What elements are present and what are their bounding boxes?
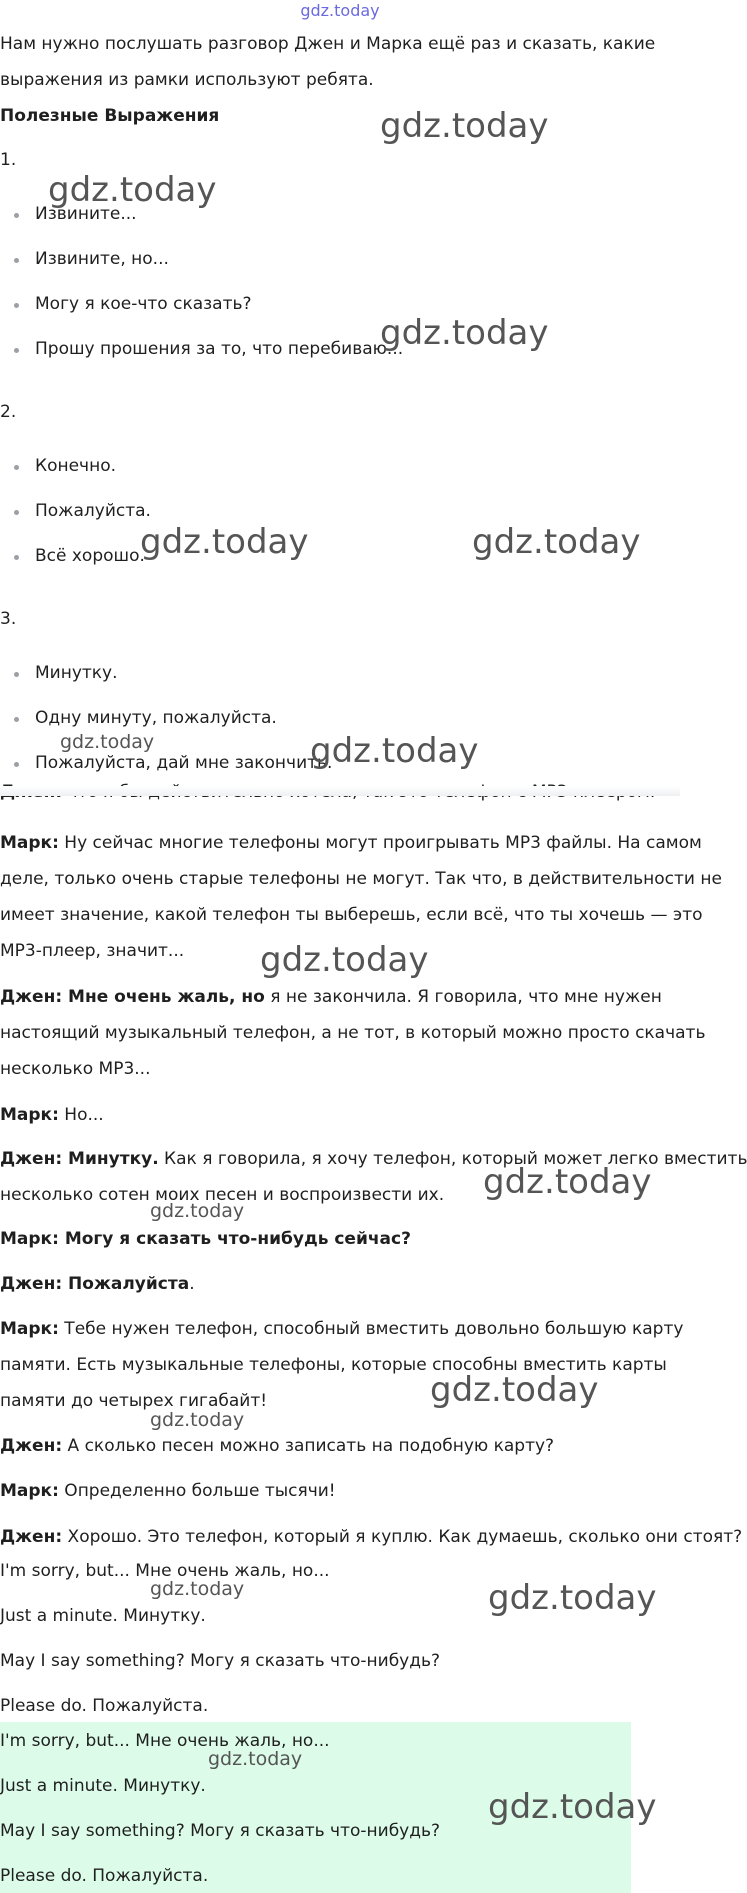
dialogue-jen-2-cont: несколько сотен моих песен и воспроизвести их.	[0, 1185, 445, 1205]
list-item: Извините...	[35, 204, 137, 224]
watermark: gdz.today	[380, 313, 549, 353]
dialogue-jen-4: Джен: А сколько песен можно записать на подобную карту?	[0, 1436, 555, 1456]
dialogue-mark-2: Марк: Но...	[0, 1105, 104, 1125]
dialogue-mark-4-cont: памяти. Есть музыкальные телефоны, которые способны вместить карты	[0, 1355, 667, 1375]
bullet-icon	[14, 717, 19, 722]
phrase-line: May I say something? Могу я сказать что-нибудь?	[0, 1651, 441, 1671]
watermark: gdz.today	[430, 1370, 599, 1410]
watermark: gdz.today	[208, 1748, 303, 1770]
answer-line: Please do. Пожалуйста.	[0, 1866, 209, 1886]
dialogue-mark-4: Марк: Тебе нужен телефон, способный вместить довольно большую карту	[0, 1319, 684, 1339]
bullet-icon	[14, 555, 19, 560]
watermark: gdz.today	[150, 1409, 245, 1431]
phrase-line: Just a minute. Минутку.	[0, 1606, 206, 1626]
dialogue-jen-1-cont: несколько MP3...	[0, 1059, 151, 1079]
dialogue-mark-5: Марк: Определенно больше тысячи!	[0, 1481, 336, 1501]
dialogue-mark-1-cont: имеет значение, какой телефон ты выберешь, если всё, что ты хочешь — это	[0, 905, 703, 925]
bullet-icon	[14, 303, 19, 308]
list-item: Одну минуту, пожалуйста.	[35, 708, 277, 728]
watermark: gdz.today	[483, 1162, 652, 1202]
watermark: gdz.today	[48, 170, 217, 210]
answer-line: May I say something? Могу я сказать что-нибудь?	[0, 1821, 441, 1841]
list-item: Извините, но...	[35, 249, 169, 269]
dialogue-mark-3: Марк: Могу я сказать что-нибудь сейчас?	[0, 1229, 411, 1249]
list-item: Прошу прошения за то, что перебиваю...	[35, 339, 404, 359]
bullet-icon	[14, 348, 19, 353]
watermark: gdz.today	[380, 106, 549, 146]
dialogue-mark-1-cont: MP3-плеер, значит...	[0, 941, 185, 961]
watermark: gdz.today	[310, 731, 479, 771]
watermark: gdz.today	[488, 1787, 657, 1827]
watermark: gdz.today	[472, 522, 641, 562]
answer-line: Just a minute. Минутку.	[0, 1776, 206, 1796]
dialogue-mark-4-cont: памяти до четырех гигабайт!	[0, 1391, 268, 1411]
bullet-icon	[14, 258, 19, 263]
list-item: Пожалуйста, дай мне закончить.	[35, 753, 333, 773]
group-2-number: 2.	[0, 402, 17, 422]
panel-edge	[0, 786, 680, 796]
list-item: Минутку.	[35, 663, 118, 683]
dialogue-jen-1-cont: настоящий музыкальный телефон, а не тот, в который можно просто скачать	[0, 1023, 706, 1043]
bullet-icon	[14, 465, 19, 470]
bullet-icon	[14, 672, 19, 677]
list-item: Пожалуйста.	[35, 501, 151, 521]
bullet-icon	[14, 762, 19, 767]
watermark: gdz.today	[260, 940, 429, 980]
intro-line-2: выражения из рамки используют ребята.	[0, 70, 374, 90]
list-item: Могу я кое-что сказать?	[35, 294, 252, 314]
phrase-line: Please do. Пожалуйста.	[0, 1696, 209, 1716]
list-item: Всё хорошо.	[35, 546, 145, 566]
dialogue-jen-5: Джен: Хорошо. Это телефон, который я куплю. Как думаешь, сколько они стоят?	[0, 1527, 743, 1547]
watermark: gdz.today	[488, 1578, 657, 1618]
intro-line-1: Нам нужно послушать разговор Джен и Марка ещё раз и сказать, какие	[0, 34, 656, 54]
section-heading: Полезные Выражения	[0, 106, 220, 126]
dialogue-jen-2: Джен: Минутку. Как я говорила, я хочу телефон, который может легко вместить	[0, 1149, 747, 1169]
dialogue-mark-1-cont: деле, только очень старые телефоны не могут. Так что, в действительности не	[0, 869, 722, 889]
dialogue-jen-1: Джен: Мне очень жаль, но я не закончила. Я говорила, что мне нужен	[0, 987, 662, 1007]
group-1-number: 1.	[0, 150, 17, 170]
watermark: gdz.today	[150, 1200, 245, 1222]
bullet-icon	[14, 213, 19, 218]
watermark: gdz.today	[140, 522, 309, 562]
bullet-icon	[14, 510, 19, 515]
watermark: gdz.today	[60, 731, 155, 753]
top-watermark: gdz.today	[300, 1, 380, 20]
list-item: Конечно.	[35, 456, 117, 476]
dialogue-jen-3: Джен: Пожалуйста.	[0, 1274, 195, 1294]
group-3-number: 3.	[0, 609, 17, 629]
answer-line: I'm sorry, but... Мне очень жаль, но...	[0, 1731, 330, 1751]
dialogue-mark-1: Марк: Ну сейчас многие телефоны могут проигрывать MP3 файлы. На самом	[0, 833, 702, 853]
watermark: gdz.today	[150, 1578, 245, 1600]
phrase-line: I'm sorry, but... Мне очень жаль, но...	[0, 1561, 330, 1581]
